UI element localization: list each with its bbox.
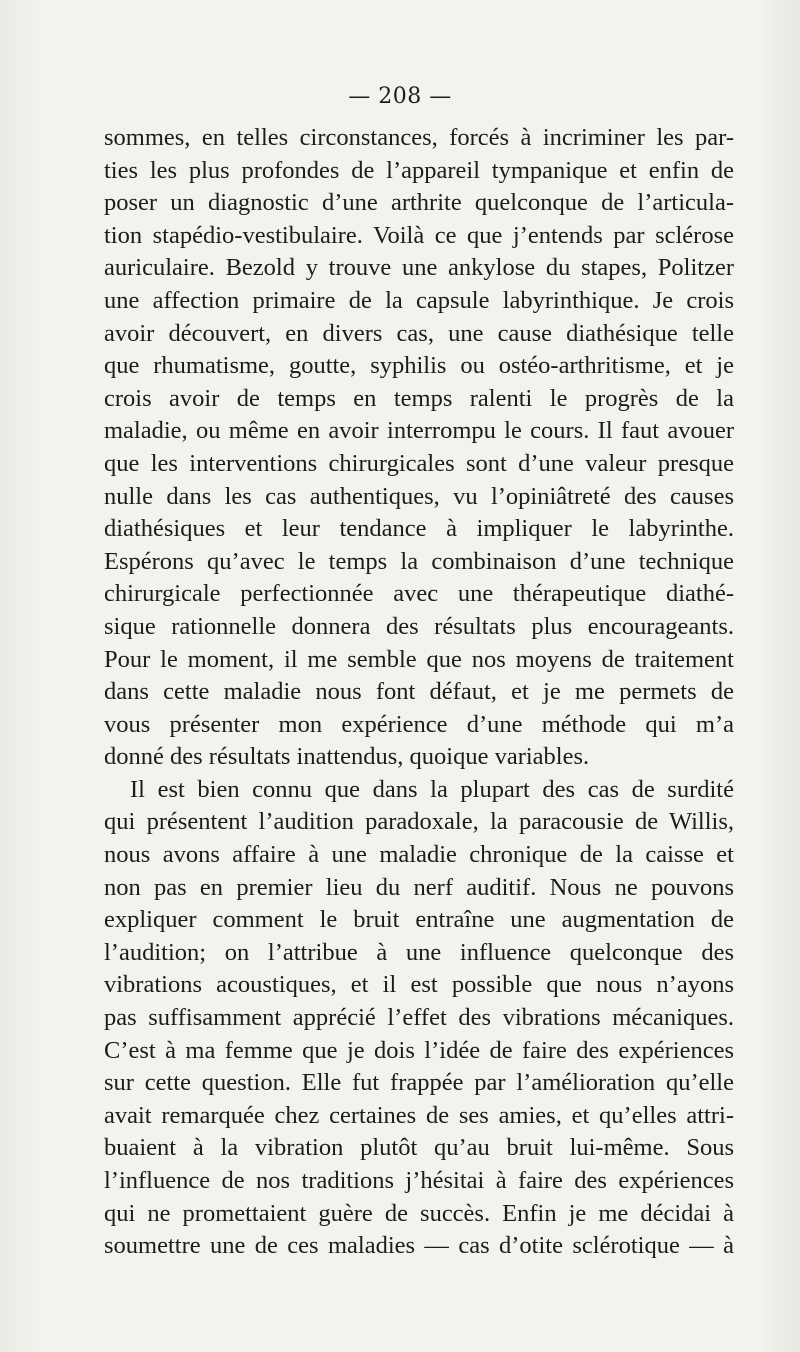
text-line: pas suffisamment apprécié l’effet des vibrations mécaniques. [104, 1004, 734, 1032]
text-line: C’est à ma femme que je dois l’idée de faire des expériences [104, 1036, 734, 1064]
text-line: sur cette question. Elle fut frappée par l’amélioration qu’elle [104, 1069, 734, 1097]
text-line: diathésiques et leur tendance à impliquer le labyrinthe. [104, 515, 734, 543]
text-line: ties les plus profondes de l’appareil tympanique et enfin de [104, 156, 734, 184]
text-line: avait remarquée chez certaines de ses amies, et qu’elles attri- [104, 1101, 734, 1129]
text-line: chirurgicale perfectionnée avec une thérapeutique diathé- [104, 580, 734, 608]
paragraph-end-line: donné des résultats inattendus, quoique variables. [104, 743, 590, 771]
text-line: vous présenter mon expérience d’une méthode qui m’a [104, 710, 734, 738]
paragraph-start-line: Il est bien connu que dans la plupart des cas de surdité [130, 775, 734, 803]
text-line: une affection primaire de la capsule labyrinthique. Je crois [104, 286, 734, 314]
text-line: nous avons affaire à une maladie chronique de la caisse et [104, 841, 734, 869]
text-line: que les interventions chirurgicales sont d’une valeur presque [104, 449, 734, 477]
text-line: vibrations acoustiques, et il est possible que nous n’ayons [104, 971, 734, 999]
text-line: nulle dans les cas authentiques, vu l’opiniâtreté des causes [104, 482, 734, 510]
text-line: Espérons qu’avec le temps la combinaison d’une technique [104, 547, 734, 575]
text-line: poser un diagnostic d’une arthrite quelconque de l’articula- [104, 189, 734, 217]
text-line: Pour le moment, il me semble que nos moyens de traitement [104, 645, 734, 673]
text-line: que rhumatisme, goutte, syphilis ou ostéo-arthritisme, et je [104, 352, 734, 380]
text-line: sommes, en telles circonstances, forcés à incriminer les par- [104, 124, 734, 151]
page-number: — 208 — [348, 84, 452, 109]
text-line: crois avoir de temps en temps ralenti le progrès de la [104, 384, 734, 412]
text-line: avoir découvert, en divers cas, une cause diathésique telle [104, 319, 734, 347]
body-text [104, 122, 734, 1263]
text-line: non pas en premier lieu du nerf auditif. Nous ne pouvons [104, 873, 734, 901]
text-line: sique rationnelle donnera des résultats plus encourageants. [104, 612, 734, 640]
text-line: l’influence de nos traditions j’hésitai à faire des expériences [104, 1167, 734, 1194]
text-line: qui présentent l’audition paradoxale, la paracousie de Willis, [104, 808, 734, 836]
text-line: expliquer comment le bruit entraîne une augmentation de [104, 906, 734, 934]
text-line: tion stapédio-vestibulaire. Voilà ce que j’entends par sclérose [104, 221, 734, 249]
text-line: l’audition; on l’attribue à une influence quelconque des [104, 938, 734, 966]
text-line: auriculaire. Bezold y trouve une ankylose du stapes, Politzer [104, 254, 734, 282]
text-line: soumettre une de ces maladies — cas d’otite sclérotique — à [104, 1232, 734, 1260]
text-line: dans cette maladie nous font défaut, et je me permets de [104, 678, 734, 706]
text-line: buaient à la vibration plutôt qu’au bruit lui-même. Sous [104, 1134, 734, 1162]
text-line: maladie, ou même en avoir interrompu le cours. Il faut avouer [104, 417, 734, 445]
text-line: qui ne promettaient guère de succès. Enfin je me décidai à [104, 1199, 734, 1227]
